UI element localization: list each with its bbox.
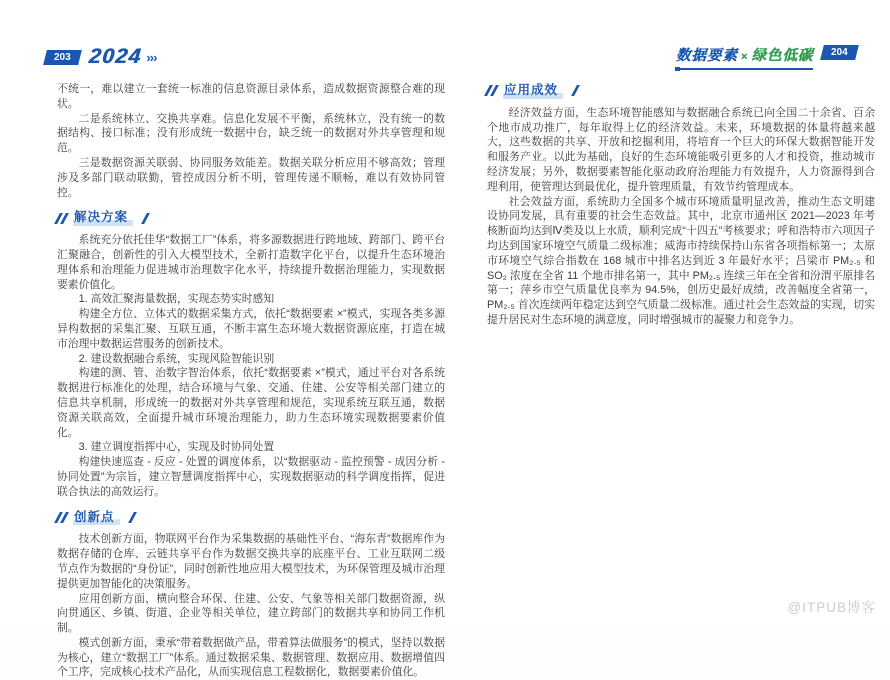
paragraph: 不统一，难以建立一套统一标准的信息资源目录体系，造成数据资源整合难的现状。 <box>57 83 445 110</box>
paragraph: 3. 建立调度指挥中心，实现及时协同处置 <box>78 441 275 454</box>
section-title: 创新点 <box>73 510 120 526</box>
header-left <box>45 45 156 69</box>
paragraph: 技术创新方面，物联网平台作为采集数据的基础性平台、“海东青”数据库作为数据存储的仓库、云链共享平台作为数据交换共享的底座平台、工业互联网二级节点作为数据的“身份证”，同时创新性地应用大模型技术，为环保管理及城市治理提供更加智能化的决策服务。 <box>57 533 445 590</box>
section-title: 应用成效 <box>503 83 563 99</box>
paragraph: 经济效益方面，生态环境智能感知与数据融合系统已向全国二十余省、百余个地市成功推广，每年取得上亿的经济效益。未来，环境数据的体量将越来越大，这些数据的共享、开放和挖掘利用，将培育一个巨大的环保大数据智能开发和服务产业。以此为基础，良好的生态环境能吸引更多的人才和投资，推动城市经济发展；另外，数据要素智能化驱动政府治理能力有效提升，人力资源得到合理利用，使管理达到最优化，提升管理质量，有效节约管理成本。 <box>487 106 875 193</box>
header-right <box>676 44 857 70</box>
paragraph: 构建快速巡查 - 反应 - 处置的调度体系，以“数据驱动 - 监控预警 - 成因分析 - 协同处置”为宗旨，建立智慧调度指挥中心，实现数据驱动的科学调度指挥，促进联合执法的高效运行。 <box>57 456 445 498</box>
paragraph: 系统充分依托佳华“数据工厂”体系，将多源数据进行跨地域、跨部门、跨平台汇聚融合，创新性的引入大模型技术，全新打造数字化平台，以提升生态环境治理体系和治理能力促进城市治理数字化水平，持续提升数据治理能力，实现数据要素价值化。 <box>57 234 445 291</box>
series-title-green: 绿色低碳 <box>751 48 814 64</box>
paragraph: 三是数据资源关联弱、协同服务效能差。数据关联分析应用不够高效；管理涉及多部门联动联勤，管控成因分析不明，管理传递不顺畅，难以有效协同管控。 <box>57 156 445 199</box>
paragraph: 应用创新方面，横向整合环保、住建、公安、气象等相关部门数据资源，纵向贯通区、乡镇、街道、企业等相关单位，建立跨部门的数据共享和协同工作机制。 <box>57 592 445 635</box>
multiply-icon: × <box>740 51 749 63</box>
text-columns <box>57 82 875 680</box>
section-title: 解决方案 <box>73 210 133 226</box>
page-number-right-badge <box>820 45 858 60</box>
double-slash-icon <box>487 85 498 96</box>
paragraph: 构建全方位、立体式的数据采集方式，依托“数据要素 ×”模式，实现各类多源异构数据的采集汇聚、互联互通，不断丰富生态环境大数据资源底座，打造在城市治理中数据运营服务的创新技术。 <box>57 308 445 350</box>
paragraph: 二是系统林立、交换共享难。信息化发展不平衡，系统林立，没有统一的数据结构、接口标准；没有形成统一数据中台，缺乏统一的数据对外共享管理和规范。 <box>57 112 445 155</box>
series-underline <box>676 68 813 70</box>
paragraph: 社会效益方面，系统助力全国多个城市环境质量明显改善，推动生态文明建设协同发展，具有重要的社会生态效益。其中，北京市通州区 2021—2023 年考核断面均达到Ⅳ类及以上水质，顺利完成“十四五”考核要求；呼和浩特市六项因子均达到国家环境空气质量二级标准；威海市持续保持山东省各项指标第一；太原市环境空气综合指数在 168 城市中排名达到近 3 年最好水平；吕梁市 PM₂.₅ 和 SO₂ 浓度在全省 11 个地市排名第一，其中 PM₂.₅ 连续三年在全省和汾渭平原排名第一；萍乡市空气质量优良率为 94.5%，创历史最好成绩，改善幅度全省第一，PM₂.₅ 首次连续两年稳定达到空气质量二级标准。通过社会生态效益的实现，切实提升居民对生态环境的满意度，同时增强城市的凝聚力和竞争力。 <box>487 195 875 326</box>
left-column <box>57 82 445 680</box>
slash-icon <box>120 512 134 523</box>
watermark: @ITPUB博客 <box>787 600 876 615</box>
chevrons-icon: ››› <box>146 49 157 65</box>
page-header <box>45 44 857 70</box>
slash-icon <box>563 85 577 96</box>
paragraph: 构建的测、管、治数字智治体系，依托“数据要素 ×”模式，通过平台对各系统数据进行标准化的处理，结合环境与气象、交通、住建、公安等相关部门建立的信息共享机制，形成统一的数据对外共享管理和规范，实现系统互联互通，数据资源关联高效，全面提升城市环境治理能力，助力生态环境实现数据要素价值化。 <box>57 367 445 439</box>
year-logo: 2024 <box>87 45 143 68</box>
paragraph: 2. 建设数据融合系统，实现风险智能识别 <box>78 352 275 365</box>
section-header <box>57 210 445 226</box>
double-slash-icon <box>57 213 68 224</box>
right-column <box>487 82 875 680</box>
page-number-right: 204 <box>831 47 848 58</box>
paragraph: 模式创新方面，秉承“带着数据做产品，带着算法做服务”的模式，坚持以数据为核心，建立“数据工厂”体系。通过数据采集、数据管理、数据应用、数据增值四个工序，完成核心技术产品化，从而实现信息工程数据化，数据要素价值化。 <box>57 636 445 679</box>
double-slash-icon <box>57 512 68 523</box>
section-header <box>57 510 445 526</box>
series-title-text <box>676 44 813 65</box>
page-number-left: 203 <box>54 51 71 63</box>
slash-icon <box>133 213 147 224</box>
series-title <box>676 44 813 70</box>
page-number-left-badge <box>43 50 81 65</box>
paragraph: 1. 高效汇聚海量数据，实现态势实时感知 <box>78 293 275 306</box>
section-header <box>487 83 875 99</box>
series-title-blue: 数据要素 <box>675 48 738 64</box>
